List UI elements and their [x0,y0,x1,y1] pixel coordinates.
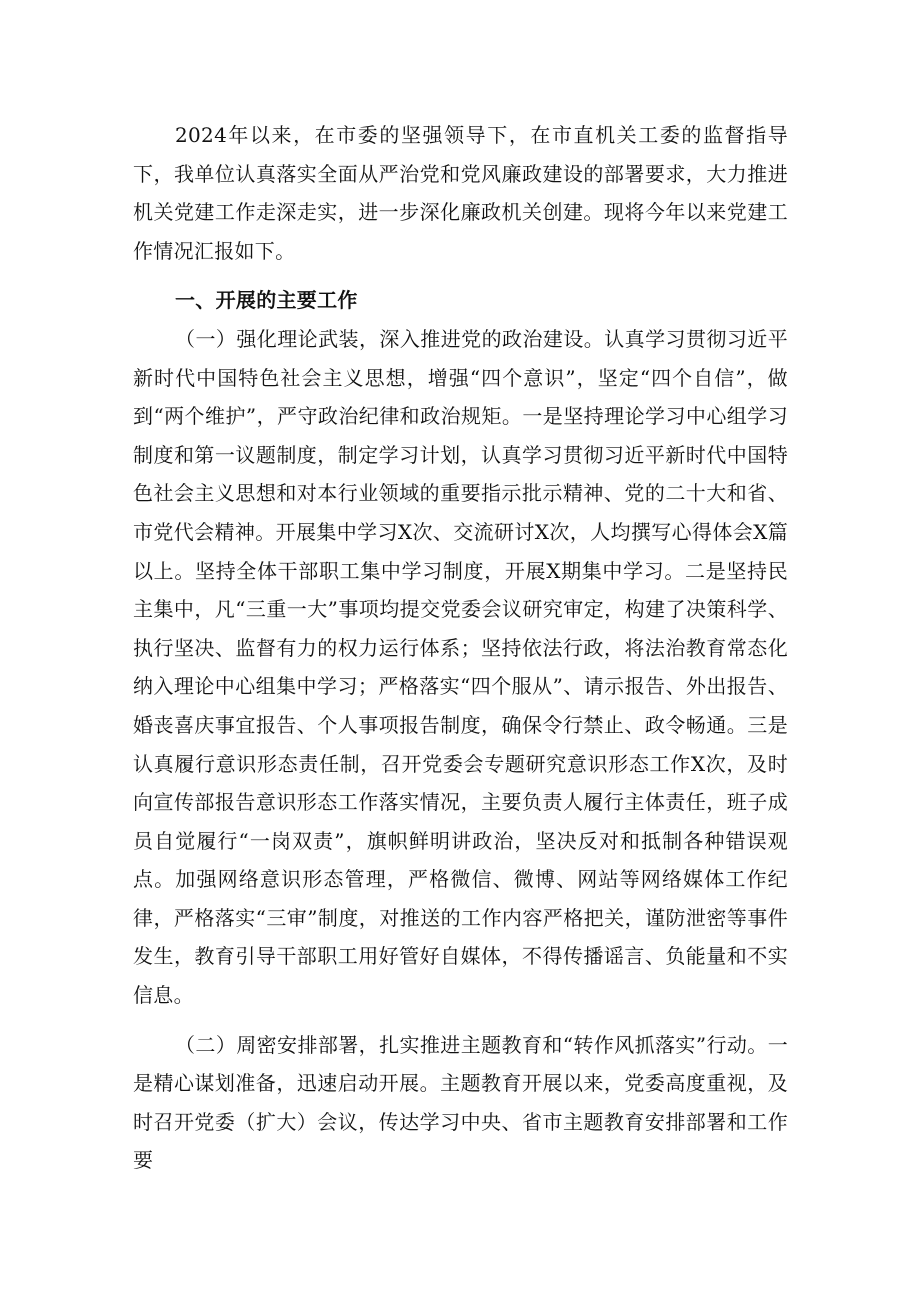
body-paragraph-1: （一）强化理论武装，深入推进党的政治建设。认真学习贯彻习近平新时代中国特色社会主义思想，增强“四个意识”，坚定“四个自信”，做到“两个维护”，严守政治纪律和政治规矩。一是坚持理论学习中心组学习制度和第一议题制度，制定学习计划，认真学习贯彻习近平新时代中国特色社会主义思想和对本行业领域的重要指示批示精神、党的二十大和省、市党代会精神。开展集中学习X次、交流研讨X次，人均撰写心得体会X篇以上。坚持全体干部职工集中学习制度，开展X期集中学习。二是坚持民主集中，凡“三重一大”事项均提交党委会议研究审定，构建了决策科学、执行坚决、监督有力的权力运行体系；坚持依法行政，将法治教育常态化纳入理论中心组集中学习；严格落实“四个服从”、请示报告、外出报告、婚丧喜庆事宜报告、个人事项报告制度，确保令行禁止、政令畅通。三是认真履行意识形态责任制，召开党委会专题研究意识形态工作X次，及时向宣传部报告意识形态工作落实情况，主要负责人履行主体责任，班子成员自觉履行“一岗双责”，旗帜鲜明讲政治，坚决反对和抵制各种错误观点。加强网络意识形态管理，严格微信、微博、网站等网络媒体工作纪律，严格落实“三审”制度，对推送的工作内容严格把关，谨防泄密等事件发生，教育引导干部职工用好管好自媒体，不得传播谣言、负能量和不实信息。 [133,326,788,1008]
section-heading: 一、开展的主要工作 [175,288,358,313]
body-paragraph-2: （二）周密安排部署，扎实推进主题教育和“转作风抓落实”行动。一是精心谋划准备，迅速启动开展。主题教育开展以来，党委高度重视，及时召开党委（扩大）会议，传达学习中央、省市主题教育安排部署和工作要 [133,1032,788,1173]
document-body [133,116,788,1180]
intro-paragraph: 2024年以来，在市委的坚强领导下，在市直机关工委的监督指导下，我单位认真落实全面从严治党和党风廉政建设的部署要求，大力推进机关党建工作走深走实，进一步深化廉政机关创建。现将今年以来党建工作情况汇报如下。 [133,123,788,263]
